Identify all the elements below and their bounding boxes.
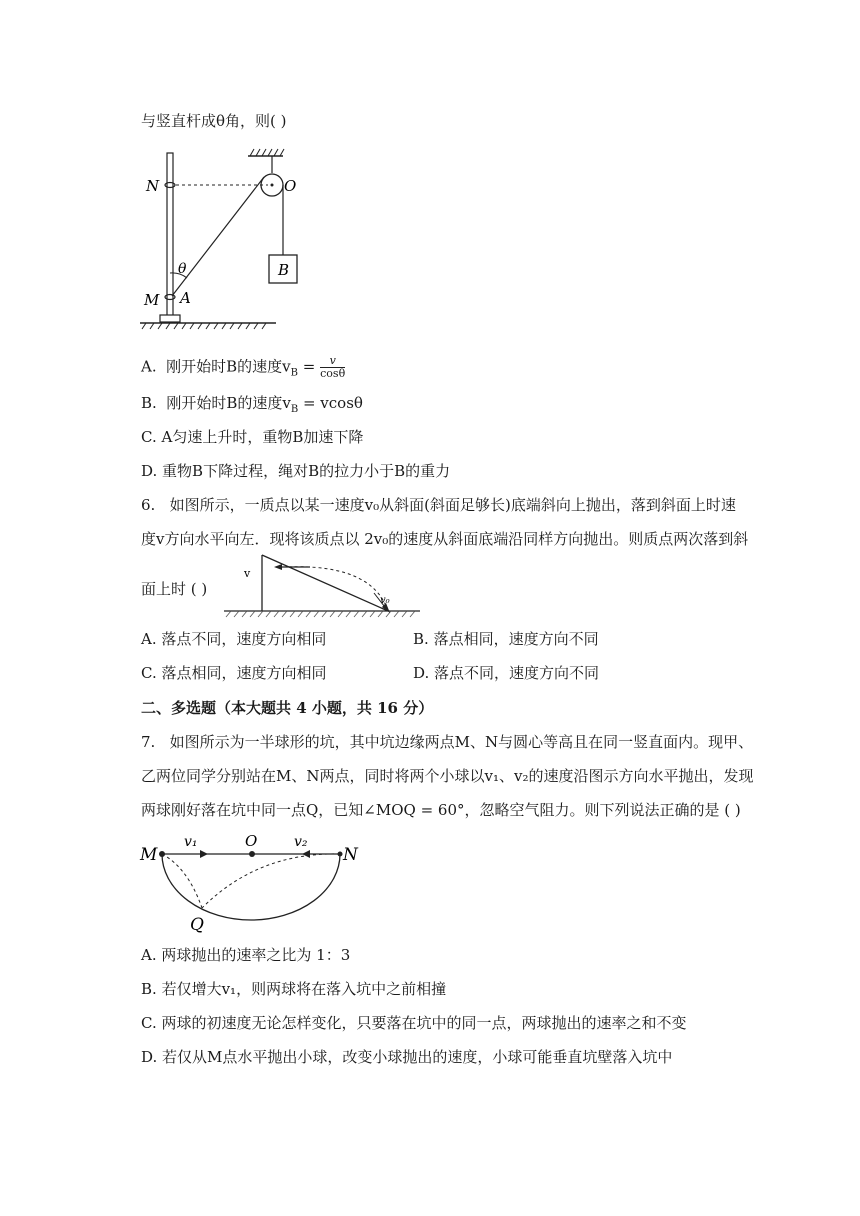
label-b: B	[278, 261, 290, 279]
q7-option-c[interactable]: C. 两球的初速度无论怎样变化，只要落在坑中的同一点，两球抛出的速率之和不变	[141, 1014, 687, 1032]
q5-option-c[interactable]: C. A匀速上升时，重物B加速下降	[141, 428, 364, 446]
section-title: 二、多选题（本大题共 4 小题，共 16 分）	[141, 699, 434, 717]
q7-option-b[interactable]: B. 若仅增大v₁，则两球将在落入坑中之前相撞	[141, 980, 447, 998]
q6-option-a[interactable]: A. 落点不同，速度方向相同	[141, 630, 327, 648]
label-n: N	[343, 845, 358, 865]
q7-figure-hemisphere	[138, 828, 368, 940]
q5-option-b[interactable]: B. 刚开始时B的速度$v_B = vcos\theta$	[141, 394, 363, 415]
q6-line-2: 度v方向水平向左．现将该质点以 2v₀的速度从斜面底端沿同样方向抛出。则质点两次落到斜	[141, 530, 749, 548]
q7-line-3: 两球刚好落在坑中同一点Q，已知∠MOQ = 60°，忽略空气阻力。则下列说法正确的是 ( )	[141, 801, 741, 819]
q6-option-b[interactable]: B. 落点相同，速度方向不同	[413, 630, 599, 648]
fraction: $\frac{v}{\cos\theta}$	[320, 354, 346, 380]
label-q: Q	[190, 915, 204, 935]
q7-option-a[interactable]: A. 两球抛出的速率之比为 1：3	[141, 946, 351, 964]
label-v: v	[244, 567, 251, 580]
q6-option-d[interactable]: D. 落点不同，速度方向不同	[413, 664, 600, 682]
q7-option-d[interactable]: D. 若仅从M点水平抛出小球，改变小球抛出的速度，小球可能垂直坑壁落入坑中	[141, 1048, 673, 1066]
q7-line-1: 7. 如图所示为一半球形的坑，其中坑边缘两点M、N与圆心等高且在同一竖直面内。现甲、	[141, 733, 754, 751]
label-o: O	[284, 177, 297, 195]
label-m: M	[144, 291, 160, 309]
q5-option-a[interactable]: A. 刚开始时B的速度$v_B$ = $\frac{v}{\cos\theta}$	[141, 354, 346, 380]
label-v2: v₂	[294, 834, 308, 850]
q6-option-c[interactable]: C. 落点相同，速度方向相同	[141, 664, 327, 682]
label-o: O	[245, 832, 258, 850]
label-v1: v₁	[184, 834, 198, 850]
q5-option-d[interactable]: D. 重物B下降过程，绳对B的拉力小于B的重力	[141, 462, 451, 480]
label-n: N	[146, 177, 160, 195]
q5-figure-pole-pulley	[138, 145, 297, 330]
label-a: A	[180, 289, 191, 307]
label-m: M	[140, 845, 158, 865]
label-v0: v₀	[380, 595, 390, 606]
q6-line-1: 6. 如图所示，一质点以某一速度v₀从斜面(斜面足够长)底端斜向上抛出，落到斜面上时速	[141, 496, 736, 514]
label-theta: θ	[178, 261, 187, 277]
q6-figure-incline	[222, 553, 422, 619]
q6-line-3: 面上时 ( )	[141, 580, 208, 598]
q5-stem-tail: 与竖直杆成θ角，则( )	[141, 112, 287, 130]
q7-line-2: 乙两位同学分别站在M、N两点，同时将两个小球以v₁、v₂的速度沿图示方向水平抛出，发现	[141, 767, 754, 785]
